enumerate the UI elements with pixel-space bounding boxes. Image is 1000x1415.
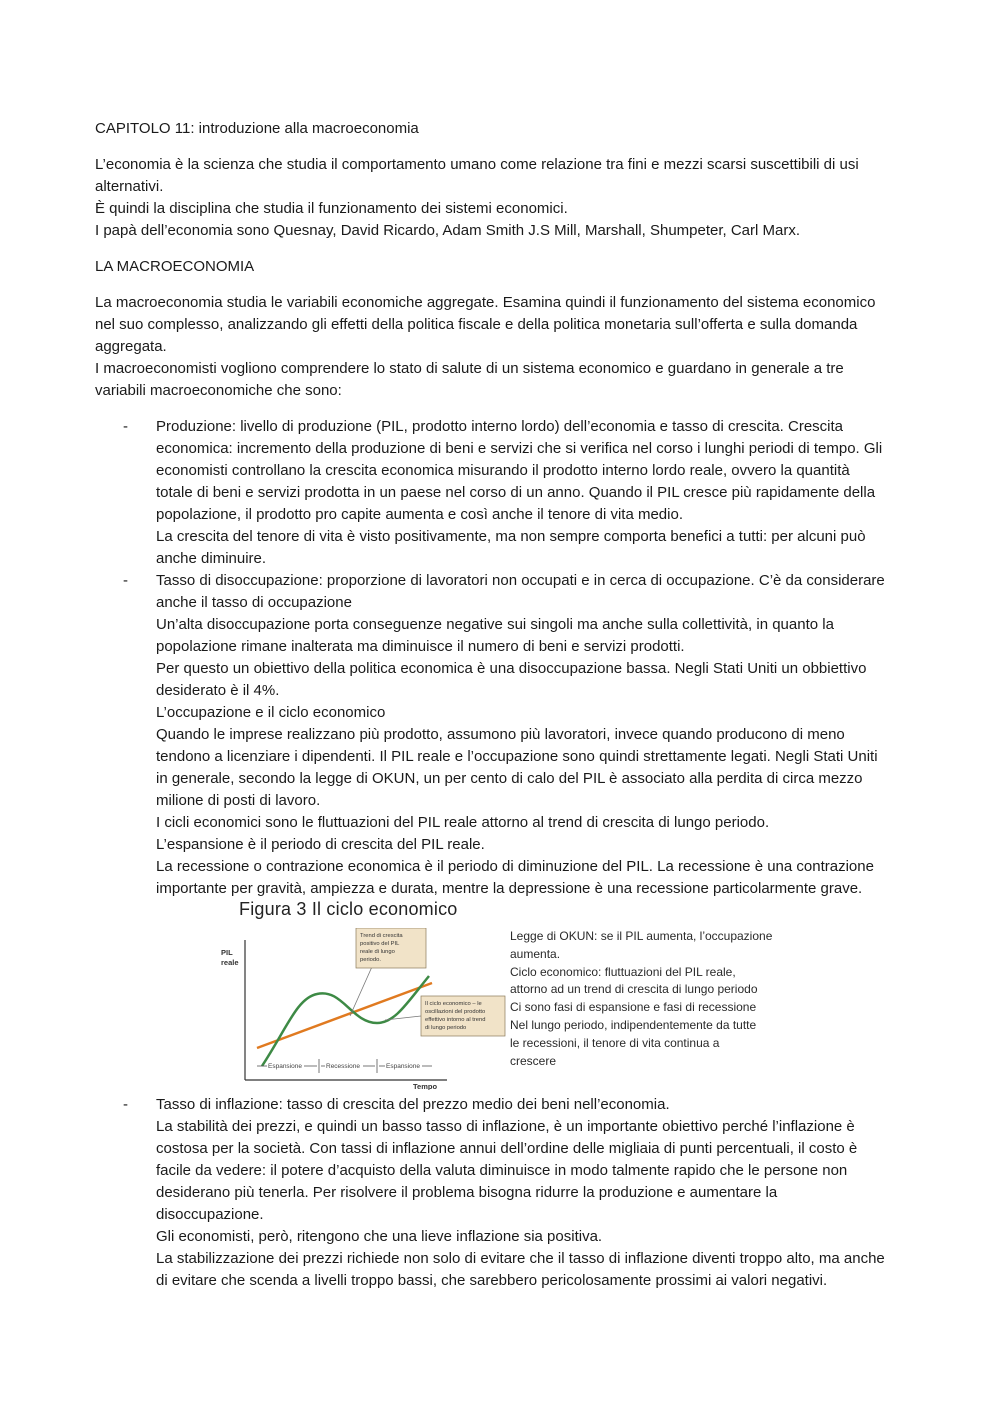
figure-note-line: Ciclo economico: fluttuazioni del PIL reale, [510, 964, 736, 979]
list-item-line: Gli economisti, però, ritengono che una lieve inflazione sia positiva. [156, 1228, 603, 1245]
list-item-unemployment [95, 570, 910, 1092]
x-axis-label: Tempo [413, 1082, 438, 1090]
intro-paragraph [95, 154, 910, 242]
phase-label-expansion: Espansione [268, 1063, 302, 1070]
chapter-title: CAPITOLO 11: introduzione alla macroeconomia [95, 120, 419, 137]
list-item-line: La recessione o contrazione economica è il periodo di diminuzione del PIL. La recessione è una contrazione [156, 858, 874, 875]
list-item-line: tendono a licenziare i dipendenti. Il PIL reale e l’occupazione sono quindi strettamente legati. Negli Stati Uniti [156, 748, 878, 765]
list-item-line: Tasso di inflazione: tasso di crescita del prezzo medio dei beni nell’economia. [156, 1096, 670, 1113]
section-intro-line: variabili macroeconomiche che sono: [95, 382, 342, 399]
list-item-line: popolazione rimane inalterata ma diminuisce il numero di beni e servizi prodotti. [156, 638, 685, 655]
list-item-line: anche il tasso di occupazione [156, 594, 352, 611]
callout-cycle-text: oscillazioni del prodotto [425, 1009, 486, 1015]
business-cycle-figure [217, 899, 910, 1092]
callout-trend-text: positivo del PIL [360, 941, 400, 947]
list-item-line: di evitare che scenda a livelli troppo bassi, che sarebbero pericolosamente prossimi ai valori negativi. [156, 1272, 828, 1289]
cycle-curve [262, 976, 429, 1066]
bullet-marker: - [123, 418, 128, 435]
section-intro-paragraph [95, 292, 910, 402]
list-item-line: popolazione, il prodotto pro capite aumenta e così anche il tenore di vita medio. [156, 506, 683, 523]
intro-line: alternativi. [95, 178, 164, 195]
list-item-line: La crescita del tenore di vita è visto positivamente, ma non sempre comporta benefici a tutti: per alcuni può [156, 528, 866, 545]
list-item-production [95, 416, 910, 570]
list-item-line: L’espansione è il periodo di crescita del PIL reale. [156, 836, 485, 853]
figure-note-line: Legge di OKUN: se il PIL aumenta, l’occupazione [510, 929, 773, 943]
figure-note-line: aumenta. [510, 946, 561, 961]
y-axis-label: reale [221, 958, 239, 967]
section-intro-line: aggregata. [95, 338, 167, 355]
intro-line: È quindi la disciplina che studia il funzionamento dei sistemi economici. [95, 200, 568, 217]
list-item-line: La stabilità dei prezzi, e quindi un basso tasso di inflazione, è un importante obiettivo perché l’inflazione è [156, 1118, 855, 1135]
trend-line [257, 983, 432, 1048]
list-item-line: desiderano più tenerla. Per risolvere il problema bisogna ridurre la produzione e aumentare la [156, 1184, 778, 1201]
document-page [95, 118, 910, 1292]
list-item-line: in generale, secondo la legge di OKUN, un per cento di calo del PIL è associato alla perdita di circa mezzo [156, 770, 863, 787]
callout-cycle-text: effettivo intorno al trend [425, 1017, 486, 1023]
list-item-line: anche diminuire. [156, 550, 267, 567]
section-intro-line: I macroeconomisti vogliono comprendere lo stato di salute di un sistema economico e guardano in generale a tre [95, 360, 844, 377]
section-heading: LA MACROECONOMIA [95, 258, 255, 275]
callout-cycle-text: di lungo periodo [425, 1025, 467, 1031]
callout-trend-text: reale di lungo [360, 949, 395, 955]
list-item-line: facile da vedere: il potere d’acquisto della valuta diminuisce in modo talmente rapido che le persone non [156, 1162, 848, 1179]
list-item-line: economisti controllano la crescita economica misurando il prodotto interno lordo reale, ovvero la quantità [156, 462, 850, 479]
list-item-line: economica: incremento della produzione di beni e servizi che si verifica nel corso i lunghi periodi di tempo. Gli [156, 440, 883, 457]
phase-label-expansion: Espansione [386, 1063, 420, 1070]
phase-label-recession: Recessione [326, 1063, 360, 1070]
list-item-line: costosa per la società. Con tassi di inflazione annui dell’ordine delle migliaia di punti percentuali, il costo è [156, 1140, 858, 1157]
bullet-marker: - [123, 572, 128, 589]
figure-note-line: attorno ad un trend di crescita di lungo periodo [510, 982, 758, 997]
figure-note-line: crescere [510, 1053, 557, 1068]
figure-note-line: Ci sono fasi di espansione e fasi di recessione [510, 1000, 757, 1015]
business-cycle-diagram [217, 928, 507, 1090]
list-item-line: L’occupazione e il ciclo economico [156, 704, 386, 721]
list-item-line: Produzione: livello di produzione (PIL, prodotto interno lordo) dell’economia e tasso di crescita. Crescita [156, 418, 844, 435]
list-item-line: Quando le imprese realizzano più prodotto, assumono più lavoratori, invece quando producono di meno [156, 726, 845, 743]
figure-note-line: Nel lungo periodo, indipendentemente da tutte [510, 1017, 757, 1032]
list-item-line: milione di posti di lavoro. [156, 792, 321, 809]
callout-trend-text: Trend di crescita [360, 933, 403, 939]
intro-line: I papà dell’economia sono Quesnay, David Ricardo, Adam Smith J.S Mill, Marshall, Shumpeter, Carl Marx. [95, 222, 801, 239]
variables-list [95, 416, 910, 1292]
list-item-inflation [95, 1094, 910, 1292]
list-item-line: desiderato è il 4%. [156, 682, 280, 699]
list-item-line: Tasso di disoccupazione: proporzione di lavoratori non occupati e in cerca di occupazione. C’è da considerare [156, 572, 885, 589]
list-item-line: totale di beni e servizi prodotta in un paese nel corso di un anno. Quando il PIL cresce più rapidamente della [156, 484, 876, 501]
section-intro-line: La macroeconomia studia le variabili economiche aggregate. Esamina quindi il funzionamento del sistema economico [95, 294, 876, 311]
callout-cycle-text: Il ciclo economico – le [425, 1001, 482, 1007]
intro-line: L’economia è la scienza che studia il comportamento umano come relazione tra fini e mezzi scarsi suscettibili di usi [95, 156, 859, 173]
section-intro-line: nel suo complesso, analizzando gli effetti della politica fiscale e della politica monetaria sull’offerta e sulla domanda [95, 316, 858, 333]
list-item-line: disoccupazione. [156, 1206, 264, 1223]
figure-note-line: le recessioni, il tenore di vita continua a [510, 1035, 720, 1050]
figure-notes [510, 928, 772, 1070]
bullet-marker: - [123, 1096, 128, 1113]
figure-title: Figura 3 Il ciclo economico [239, 899, 458, 919]
list-item-line: La stabilizzazione dei prezzi richiede non solo di evitare che il tasso di inflazione diventi troppo alto, ma anche [156, 1250, 885, 1267]
list-item-line: Per questo un obiettivo della politica economica è una disoccupazione bassa. Negli Stati Uniti un obbiettivo [156, 660, 867, 677]
list-item-line: importante per gravità, ampiezza e durata, mentre la depressione è una recessione particolarmente grave. [156, 880, 863, 897]
callout-trend-text: periodo. [360, 957, 381, 963]
y-axis-label: PIL [221, 948, 233, 957]
list-item-line: Un’alta disoccupazione porta conseguenze negative sui singoli ma anche sulla collettività, in quanto la [156, 616, 834, 633]
list-item-line: I cicli economici sono le fluttuazioni del PIL reale attorno al trend di crescita di lungo periodo. [156, 814, 770, 831]
